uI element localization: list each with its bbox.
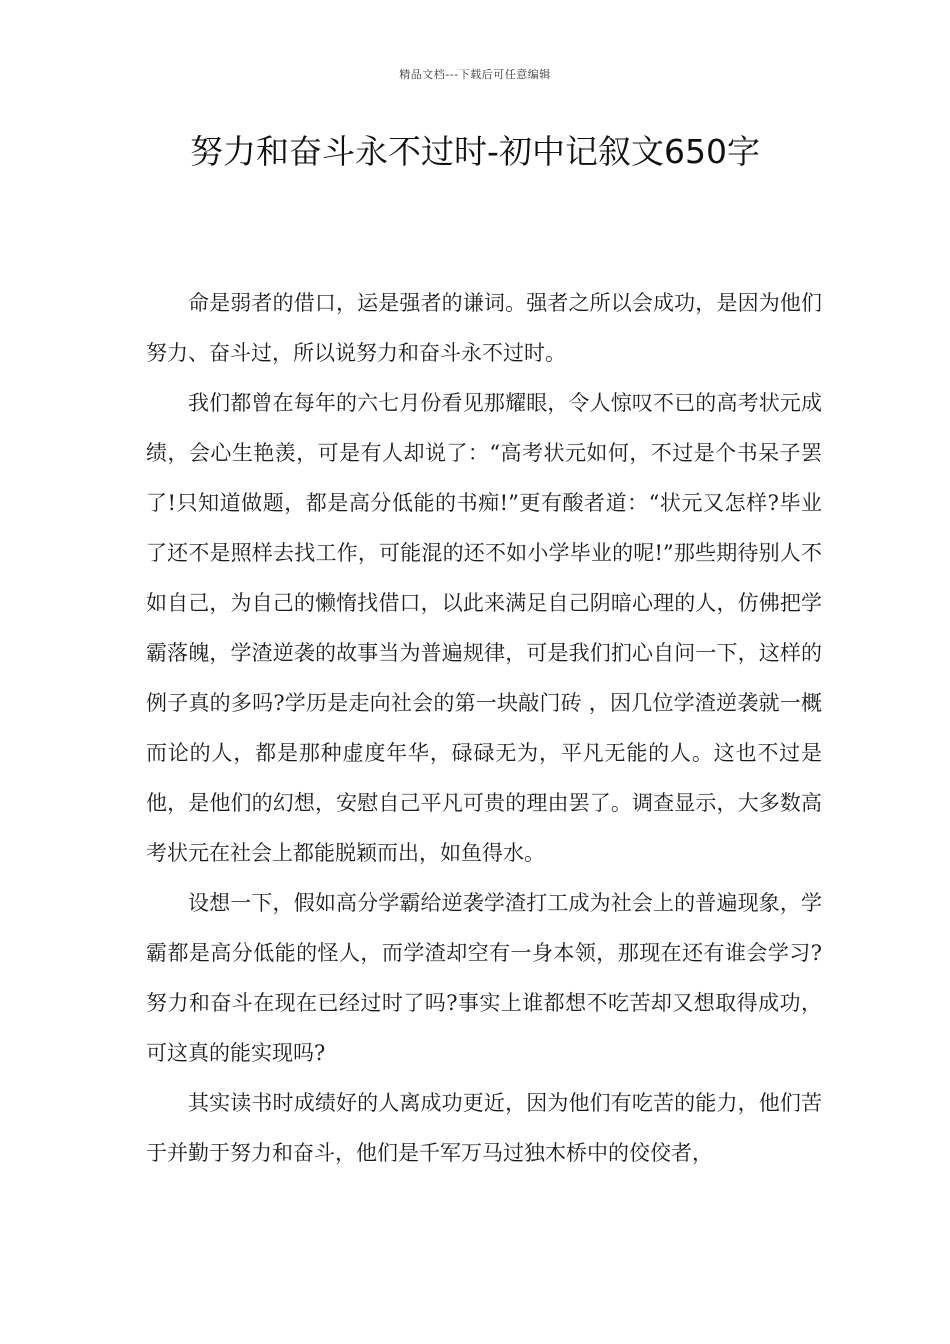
paragraph: 我们都曾在每年的六七月份看见那耀眼，令人惊叹不已的高考状元成绩，会心生艳羡，可是有人却说了：“高考状元如何，不过是个书呆子罢了!只知道做题，都是高分低能的书痴!”更有酸者道：“状元又怎样?毕业了还不是照样去找工作，可能混的还不如小学毕业的呢!”那些期待别人不如自己，为自己的懒惰找借口，以此来满足自己阴暗心理的人，仿佛把学霸落魄，学渣逆袭的故事当为普遍规律，可是我们扪心自问一下，这样的例子真的多吗?学历是走向社会的第一块敲门砖 ，因几位学渣逆袭就一概而论的人，都是那种虚度年华，碌碌无为，平凡无能的人。这也不过是他，是他们的幻想，安慰自己平凡可贵的理由罢了。调查显示，大多数高考状元在社会上都能脱颖而出，如鱼得水。 xyxy=(146,391,822,865)
article-body xyxy=(146,278,822,1178)
paragraph: 命是弱者的借口，运是强者的谦词。强者之所以会成功，是因为他们努力、奋斗过，所以说努力和奋斗永不过时。 xyxy=(146,291,822,365)
document-title: 努力和奋斗永不过时-初中记叙文650字 xyxy=(190,132,760,171)
paragraph: 其实读书时成绩好的人离成功更近，因为他们有吃苦的能力，他们苦于并勤于努力和奋斗，他们是千军万马过独木桥中的佼佼者， xyxy=(146,1091,822,1165)
header-note: 精品文档---下载后可任意编辑 xyxy=(399,68,551,81)
paragraph: 设想一下，假如高分学霸给逆袭学渣打工成为社会上的普遍现象，学霸都是高分低能的怪人，而学渣却空有一身本领，那现在还有谁会学习?努力和奋斗在现在已经过时了吗?事实上谁都想不吃苦却又想取得成功，可这真的能实现吗? xyxy=(146,891,822,1065)
